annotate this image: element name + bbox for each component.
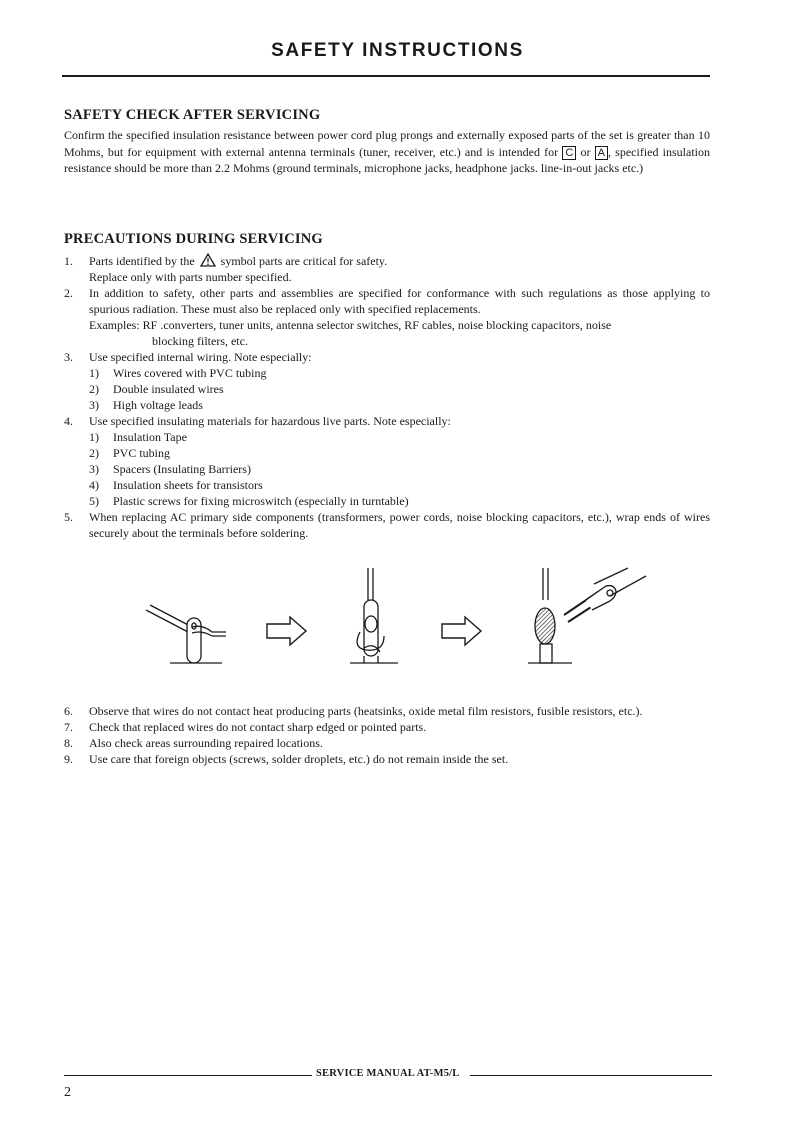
wire-wrapping-illustration bbox=[140, 560, 660, 670]
sub-item: 3) Spacers (Insulating Barriers) bbox=[89, 462, 251, 476]
list-item: 9. Use care that foreign objects (screws, solder droplets, etc.) do not remain inside the set. bbox=[64, 752, 509, 766]
list-item-continuation: blocking filters, etc. bbox=[152, 334, 248, 348]
precautions-heading: PRECAUTIONS DURING SERVICING bbox=[64, 231, 323, 247]
sub-item: 5) Plastic screws for fixing microswitch (especially in turntable) bbox=[89, 494, 409, 508]
arrow-right-icon bbox=[442, 617, 481, 645]
page-title: SAFETY INSTRUCTIONS bbox=[271, 40, 524, 61]
sub-item: 4) Insulation sheets for transistors bbox=[89, 478, 263, 492]
precautions-list-continued bbox=[64, 703, 710, 767]
wire-hooked-terminal-figure bbox=[146, 605, 226, 663]
list-item: 2. In addition to safety, other parts and assemblies are specified for conformance with such regulations as those applying to spurious radiation. These must also be replaced only with specified replacements. bbox=[64, 286, 710, 316]
footer-rule-right bbox=[470, 1075, 712, 1076]
list-item: 1. Parts identified by the symbol parts are critical for safety. bbox=[64, 254, 388, 268]
list-item-continuation: Replace only with parts number specified. bbox=[89, 270, 292, 284]
soldered-terminal-figure bbox=[528, 568, 646, 663]
list-item: 7. Check that replaced wires do not contact sharp edged or pointed parts. bbox=[64, 720, 427, 734]
sub-item: 3) High voltage leads bbox=[89, 398, 203, 412]
sub-item: 2) Double insulated wires bbox=[89, 382, 224, 396]
list-item: 5. When replacing AC primary side components (transformers, power cords, noise blocking capacitors, etc.), wrap ends of wires securely about the terminals before soldering. bbox=[64, 510, 710, 540]
terminal-a-box: A bbox=[595, 146, 608, 160]
wire-wrapped-terminal-figure bbox=[350, 568, 398, 663]
page-number: 2 bbox=[64, 1085, 71, 1100]
warning-triangle-icon bbox=[200, 253, 216, 267]
sub-item: 2) PVC tubing bbox=[89, 446, 171, 460]
sub-item: 1) Insulation Tape bbox=[89, 430, 187, 444]
safety-check-heading: SAFETY CHECK AFTER SERVICING bbox=[64, 107, 321, 123]
arrow-right-icon bbox=[267, 617, 306, 645]
terminal-c-box: C bbox=[562, 146, 576, 160]
safety-check-paragraph: Confirm the specified insulation resistance between power cord plug prongs and externally exposed parts of the set is greater than 10 Mohms, but for equipment with external antenna terminals (tuner, receiver, etc.) and is intended for C or A , specified insulation resistance should be more than 2.2 Mohms (ground terminals, microphone jacks, headphone jacks. line-in-out jacks etc.) bbox=[64, 128, 710, 175]
list-item: 4. Use specified insulating materials for hazardous live parts. Note especially: bbox=[64, 414, 451, 428]
precautions-list bbox=[64, 253, 710, 541]
footer-manual-label: SERVICE MANUAL AT-M5/L bbox=[316, 1068, 460, 1079]
list-item: 6. Observe that wires do not contact heat producing parts (heatsinks, oxide metal film resistors, fusible resistors, etc.). bbox=[64, 704, 643, 718]
title-rule bbox=[62, 75, 710, 77]
sub-item: 1) Wires covered with PVC tubing bbox=[89, 366, 267, 380]
list-item-continuation: Examples: RF .converters, tuner units, antenna selector switches, RF cables, noise blocking capacitors, noise bbox=[89, 318, 612, 332]
footer-rule-left bbox=[64, 1075, 312, 1076]
list-item: 3. Use specified internal wiring. Note especially: bbox=[64, 350, 312, 364]
list-item: 8. Also check areas surrounding repaired locations. bbox=[64, 736, 323, 750]
